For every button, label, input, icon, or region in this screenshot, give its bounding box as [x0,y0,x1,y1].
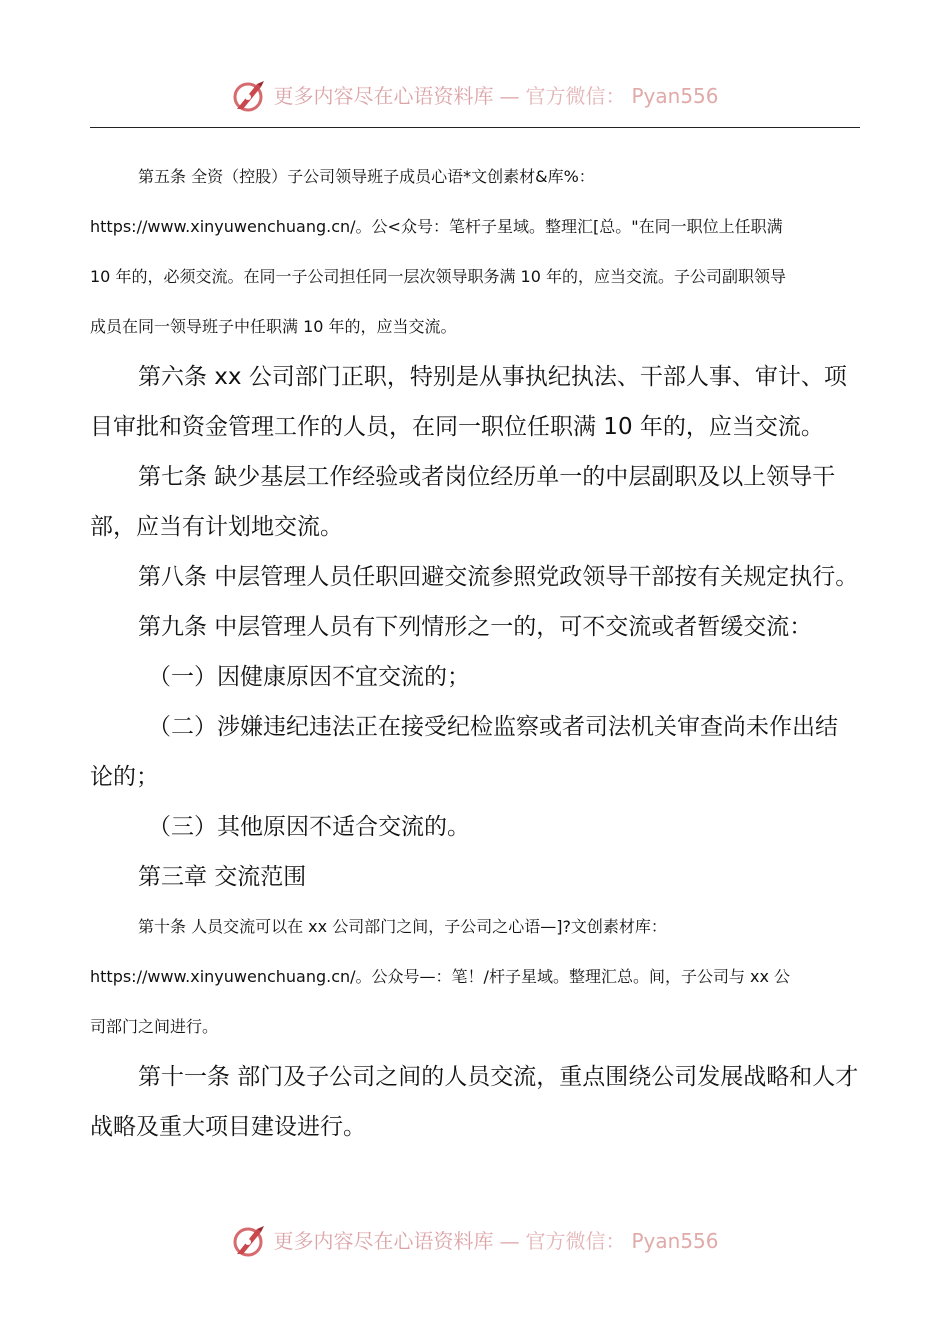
banner-text: 更多内容尽在心语资料库 [273,84,494,108]
chapter-3-heading: 第三章 交流范围 [138,864,307,890]
article-10-line-3: 司部门之间进行。 [90,1017,219,1036]
article-7: 第七条 缺少基层工作经验或者岗位经历单一的中层副职及以上领导干部，应当有计划地交流。 [90,464,836,540]
banner-weixin-id: Pyan556 [631,1229,719,1253]
article-9-item-3: （三）其他原因不适合交流的。 [148,814,470,840]
banner-dash: — [499,84,520,108]
article-5-line-1: 第五条 全资（控股）子公司领导班子成员心语*文创素材&库%： [138,167,595,186]
banner-weixin-id: Pyan556 [631,84,719,108]
quill-logo-icon [231,78,267,114]
banner-weixin-label: 官方微信： [525,1229,626,1253]
article-6: 第六条 xx 公司部门正职，特别是从事执纪执法、干部人事、审计、项目审批和资金管理工作的人员，在同一职位任职满 10 年的，应当交流。 [90,364,847,440]
document-body [90,152,860,1152]
footer-banner [0,1223,950,1259]
article-5-line-4: 成员在同一领导班子中任职满 10 年的，应当交流。 [90,317,457,336]
header-banner [0,78,950,114]
article-9-item-1: （一）因健康原因不宜交流的； [148,664,470,690]
article-9-item-2: （二）涉嫌违纪违法正在接受纪检监察或者司法机关审查尚未作出结论的； [90,714,838,790]
article-10-line-2: https://www.xinyuwenchuang.cn/。公众号—：笔！/杆子星域。整理汇总。间，子公司与 xx 公 [90,967,791,986]
header-divider [90,127,860,128]
article-5-line-3: 10 年的，必须交流。在同一子公司担任同一层次领导职务满 10 年的，应当交流。子公司副职领导 [90,267,786,286]
banner-weixin-label: 官方微信： [525,84,626,108]
quill-logo-icon [231,1223,267,1259]
article-10-line-1: 第十条 人员交流可以在 xx 公司部门之间，子公司之心语—]?文创素材库： [138,917,667,936]
article-11: 第十一条 部门及子公司之间的人员交流，重点围绕公司发展战略和人才战略及重大项目建设进行。 [90,1064,859,1140]
article-8: 第八条 中层管理人员任职回避交流参照党政领导干部按有关规定执行。 [138,564,859,590]
banner-dash: — [499,1229,520,1253]
banner-text: 更多内容尽在心语资料库 [273,1229,494,1253]
article-5-line-2: https://www.xinyuwenchuang.cn/。公<众号：笔杆子星域。整理汇[总。"在同一职位上任职满 [90,217,783,236]
article-9: 第九条 中层管理人员有下列情形之一的，可不交流或者暂缓交流： [138,614,813,640]
